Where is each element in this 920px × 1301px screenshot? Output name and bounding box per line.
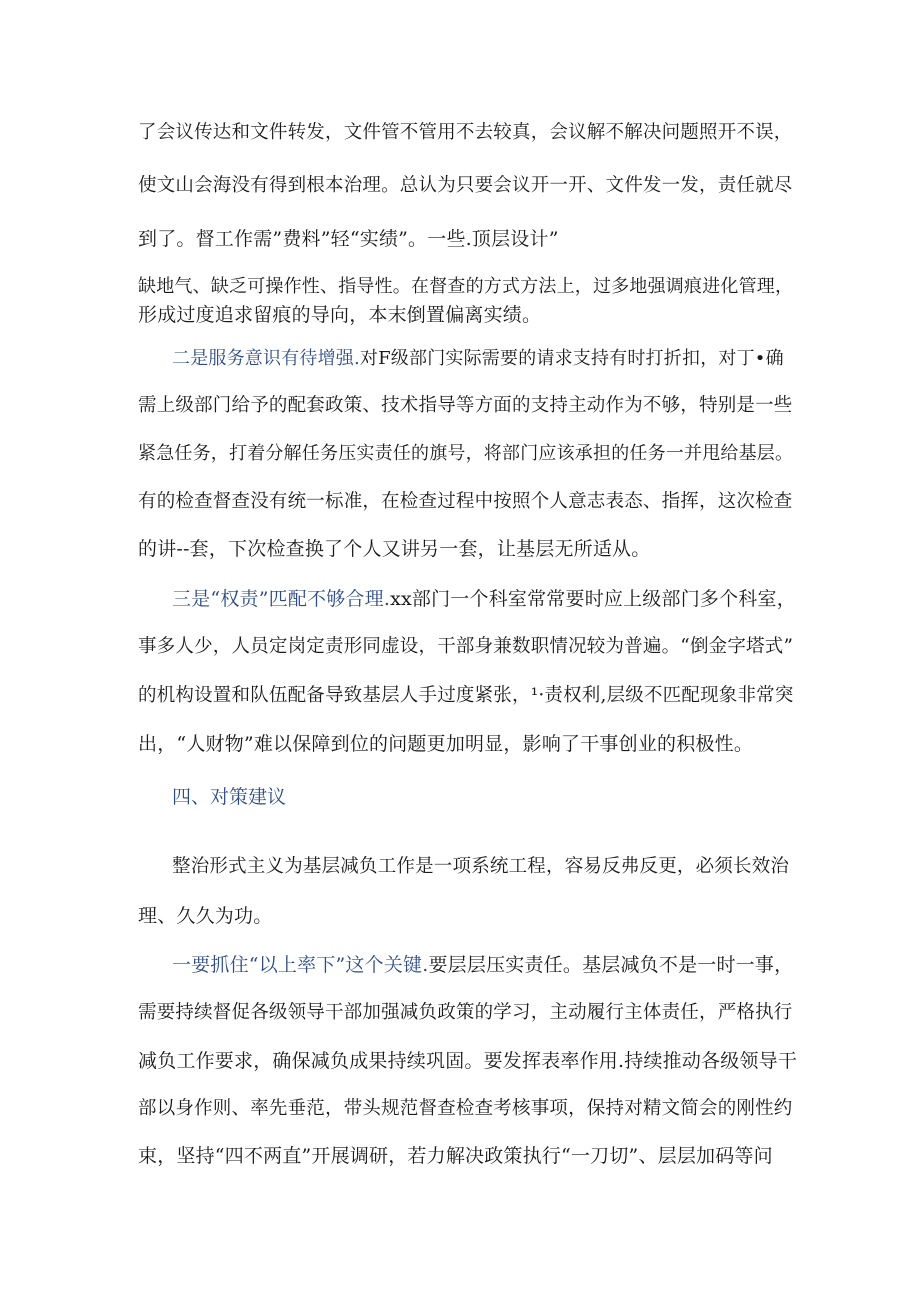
text-run: xx部门一个科室常常要时应上级部门多个科室， [390, 588, 796, 610]
text-line: 缺地气、缺乏可操作性、指导性。在督查的方式方法上，过多地强调痕进化管理， [138, 276, 794, 297]
text-line: 紧急任务，打着分解任务压实责任的旗号，将部门应该承担的任务一并甩给基层。 [138, 443, 794, 464]
paragraph-heading: 二是服务意识有待增强. [172, 348, 360, 369]
text-line: 需上级部门给予的配套政策、技术指导等方面的支持主动作为不够，特别是一些 [138, 395, 793, 416]
text-line: 的机构设置和队伍配备导致基层人手过度紧张，¹·责权利,层级不匹配现象非常突 [138, 685, 794, 706]
text-line: 需要持续督促各级领导干部加强减负政策的学习，主动履行主体责任，严格执行 [138, 1002, 793, 1023]
text-line: 的讲--套，下次检查换了个人又讲另一套，让基层无所适从。 [138, 538, 651, 560]
section-title: 四、对策建议 [172, 786, 287, 808]
paragraph-lead-first-line [172, 952, 798, 978]
text-line: 了会议传达和文件转发，文件管不管用不去较真，会议解不解决问题照开不误， [138, 122, 793, 143]
text-line: 到了。督工作需”费料”轻“实绩”。一些.顶层设计” [138, 228, 559, 250]
paragraph-heading: 一要抓住“以上率下”这个关键. [172, 954, 429, 976]
text-line: 出，“人财物”难以保障到位的问题更加明显，影响了干事创业的积极性。 [138, 733, 754, 755]
text-line: 理、久久为功。 [138, 905, 273, 927]
text-run: 对F级部门实际需要的请求支持有时打折扣，对丁•确 [359, 348, 784, 369]
text-line: 形成过度追求留痕的导向，本末倒置偏离实绩。 [138, 304, 542, 326]
text-line: 整治形式主义为基层减负工作是一项系统工程，容易反弗反更，必须长效治 [172, 856, 790, 877]
paragraph-rights-first-line [172, 586, 798, 612]
text-run: 要层层压实责任。基层减负不是一时一事， [428, 954, 794, 976]
text-line: 部以身作则、率先垂范，带头规范督查检查考核事项，保持对精文简会的刚性约 [138, 1098, 793, 1119]
paragraph-heading: 三是“权责”匹配不够合理. [172, 588, 391, 610]
text-line: 有的检查督查没有统一标准，在检查过程中按照个人意志表态、指挥，这次检查 [138, 491, 793, 512]
text-line: 使文山会海没有得到根本治理。总认为只要会议开一开、文件发一发，责任就尽 [138, 175, 793, 196]
text-line: 事多人少，人员定岗定责形同虚设，干部身兼数职情况较为普遍。“倒金字塔式” [138, 636, 794, 657]
text-line: 减负工作要求，确保减负成果持续巩固。要发挥表率作用.持续推动各级领导干 [138, 1050, 798, 1072]
paragraph-service-first-line [172, 346, 798, 372]
text-line: 束，坚持“四不两直”开展调研，若力解决政策执行“一刀切”、层层加码等问 [138, 1145, 773, 1167]
